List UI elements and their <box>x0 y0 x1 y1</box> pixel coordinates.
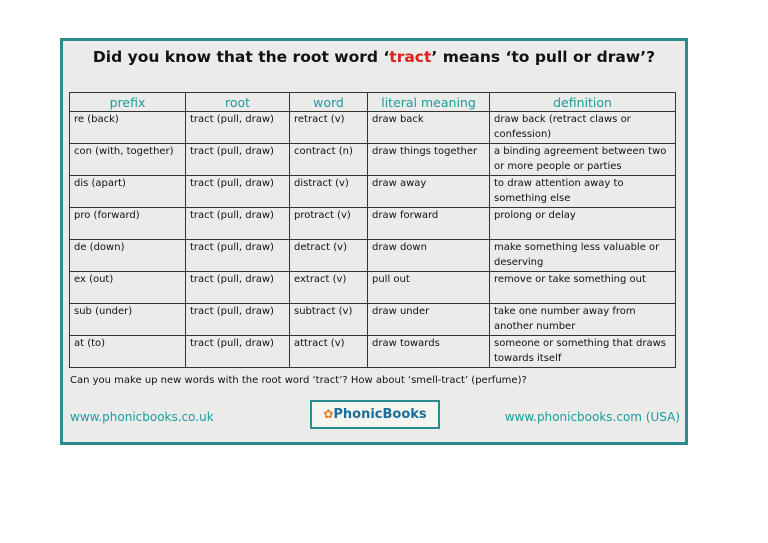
cell-prefix: de (down) <box>70 240 186 272</box>
cell-definition: someone or something that draws towards itself <box>490 336 676 368</box>
cell-prefix: con (with, together) <box>70 144 186 176</box>
cell-definition: make something less valuable or deserving <box>490 240 676 272</box>
title-prefix: Did you know that the root word ‘ <box>92 48 390 66</box>
website-link-usa[interactable]: www.phonicbooks.com (USA) <box>504 410 680 424</box>
cell-word: distract (v) <box>290 176 368 208</box>
header-prefix: prefix <box>70 93 186 112</box>
phonicbooks-logo <box>310 400 440 429</box>
cell-literal: draw under <box>368 304 490 336</box>
table-row <box>70 176 676 208</box>
cell-word: detract (v) <box>290 240 368 272</box>
cell-literal: draw things together <box>368 144 490 176</box>
cell-root: tract (pull, draw) <box>186 176 290 208</box>
title-highlight: tract <box>389 48 432 66</box>
cell-prefix: sub (under) <box>70 304 186 336</box>
table-row <box>70 240 676 272</box>
cell-root: tract (pull, draw) <box>186 336 290 368</box>
info-card <box>60 38 688 445</box>
logo-text: PhonicBooks <box>333 407 427 422</box>
table-row <box>70 272 676 304</box>
header-word: word <box>290 93 368 112</box>
cell-definition: remove or take something out <box>490 272 676 304</box>
cell-prefix: re (back) <box>70 112 186 144</box>
website-link-uk[interactable]: www.phonicbooks.co.uk <box>70 410 214 424</box>
root-word-table <box>69 92 676 368</box>
title-suffix: ’ means ‘to pull or draw’? <box>431 48 656 66</box>
cell-prefix: ex (out) <box>70 272 186 304</box>
cell-literal: pull out <box>368 272 490 304</box>
question-text: Can you make up new words with the root word ‘tract’? How about ‘smell-tract’ (perfume)? <box>70 375 527 386</box>
cell-definition: draw back (retract claws or confession) <box>490 112 676 144</box>
cell-definition: to draw attention away to something else <box>490 176 676 208</box>
cell-word: protract (v) <box>290 208 368 240</box>
cell-literal: draw towards <box>368 336 490 368</box>
cell-word: attract (v) <box>290 336 368 368</box>
cell-prefix: dis (apart) <box>70 176 186 208</box>
page-title <box>63 48 685 66</box>
table-row <box>70 336 676 368</box>
children-icon: ✿ <box>323 407 334 421</box>
cell-prefix: at (to) <box>70 336 186 368</box>
header-root: root <box>186 93 290 112</box>
table-row <box>70 112 676 144</box>
cell-root: tract (pull, draw) <box>186 208 290 240</box>
cell-root: tract (pull, draw) <box>186 240 290 272</box>
cell-root: tract (pull, draw) <box>186 112 290 144</box>
cell-word: contract (n) <box>290 144 368 176</box>
cell-definition: prolong or delay <box>490 208 676 240</box>
cell-word: extract (v) <box>290 272 368 304</box>
table-header-row <box>70 93 676 112</box>
cell-word: subtract (v) <box>290 304 368 336</box>
cell-literal: draw away <box>368 176 490 208</box>
cell-definition: a binding agreement between two or more people or parties <box>490 144 676 176</box>
cell-definition: take one number away from another number <box>490 304 676 336</box>
cell-literal: draw down <box>368 240 490 272</box>
table-row <box>70 208 676 240</box>
cell-prefix: pro (forward) <box>70 208 186 240</box>
cell-literal: draw back <box>368 112 490 144</box>
cell-root: tract (pull, draw) <box>186 144 290 176</box>
cell-root: tract (pull, draw) <box>186 304 290 336</box>
header-definition: definition <box>490 93 676 112</box>
header-literal-meaning: literal meaning <box>368 93 490 112</box>
table-row <box>70 304 676 336</box>
cell-literal: draw forward <box>368 208 490 240</box>
table-row <box>70 144 676 176</box>
cell-root: tract (pull, draw) <box>186 272 290 304</box>
cell-word: retract (v) <box>290 112 368 144</box>
